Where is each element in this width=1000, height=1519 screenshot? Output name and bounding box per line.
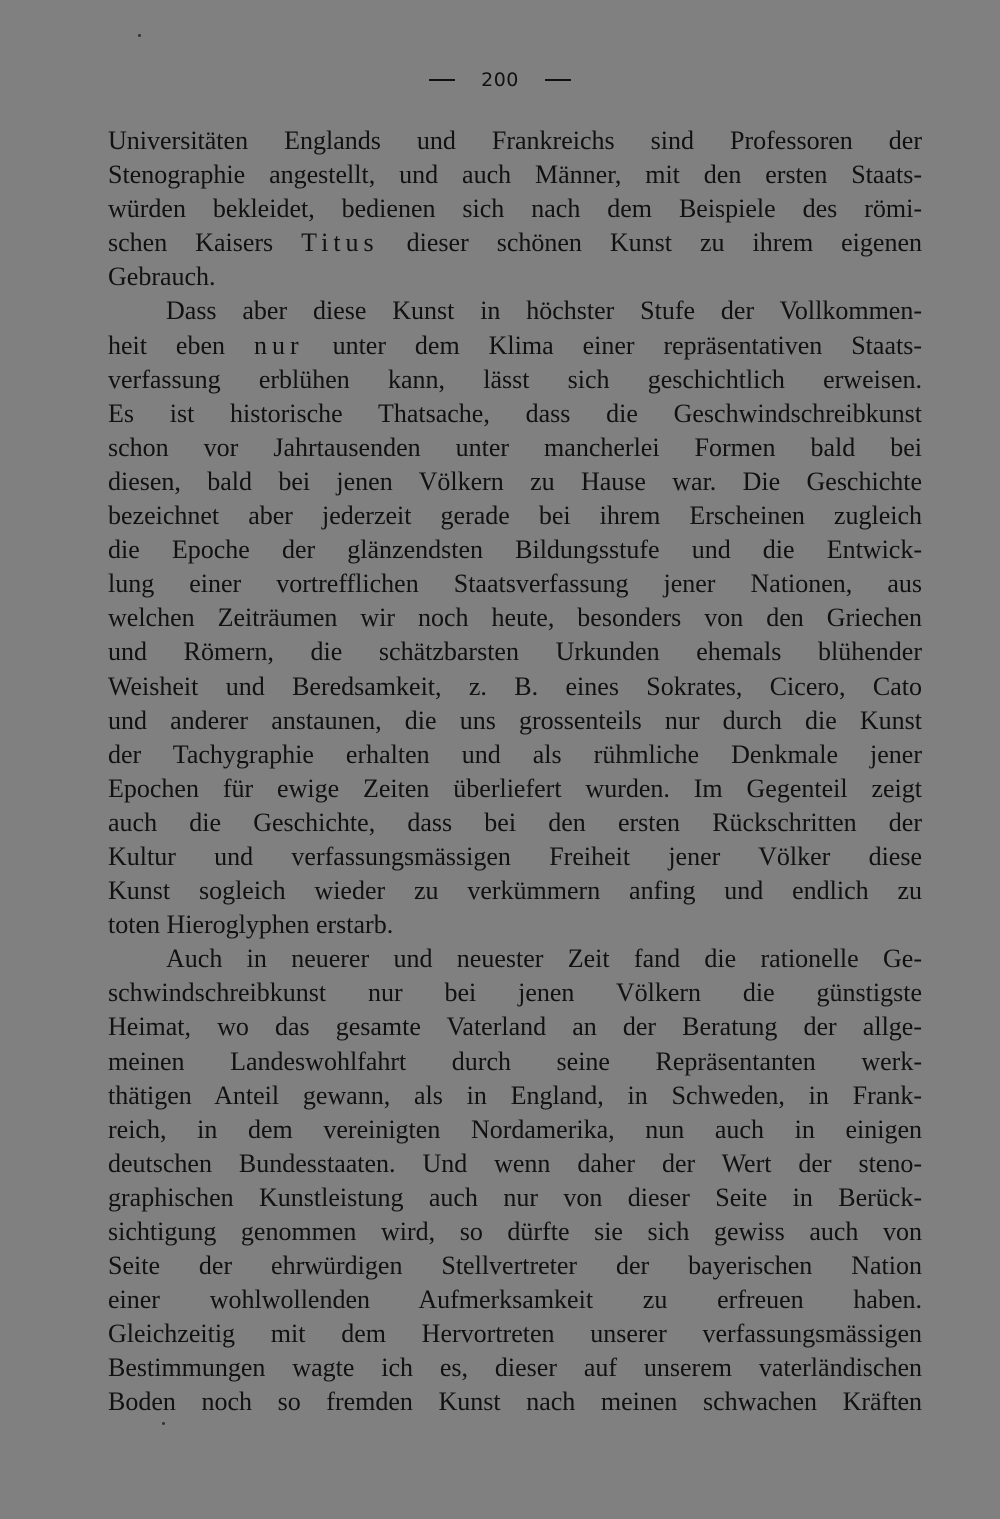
- text-line: Kunst sogleich wieder zu verkümmern anfing und endlich zu: [108, 876, 922, 906]
- scan-speck: [162, 1422, 165, 1425]
- body-text: [108, 124, 922, 1420]
- right-dash: [545, 79, 571, 81]
- text-run: heit eben: [108, 330, 254, 360]
- text-line: reich, in dem vereinigten Nordamerika, nun auch in einigen: [108, 1114, 922, 1144]
- text-line: deutschen Bundesstaaten. Und wenn daher der Wert der steno-: [108, 1148, 922, 1178]
- text-line: lung einer vortrefflichen Staatsverfassung jener Nationen, aus: [108, 569, 922, 599]
- text-line: schon vor Jahrtausenden unter mancherlei Formen bald bei: [108, 432, 922, 462]
- text-run: dieser schönen Kunst zu ihrem eigenen: [378, 228, 922, 258]
- text-line: Es ist historische Thatsache, dass die Geschwindschreibkunst: [108, 398, 922, 428]
- text-line: auch die Geschichte, dass bei den ersten Rückschritten der: [108, 807, 922, 837]
- text-line: Universitäten Englands und Frankreichs sind Professoren der: [108, 126, 922, 155]
- text-line: Seite der ehrwürdigen Stellvertreter der bayerischen Nation: [108, 1251, 922, 1281]
- page-header: [0, 64, 1000, 95]
- paragraph-1: [108, 124, 922, 294]
- text-line: und anderer anstaunen, die uns grossenteils nur durch die Kunst: [108, 705, 922, 735]
- text-line: die Epoche der glänzendsten Bildungsstufe und die Entwick-: [108, 535, 922, 565]
- text-line: Boden noch so fremden Kunst nach meinen schwachen Kräften: [108, 1387, 922, 1417]
- text-run: schen Kaisers: [108, 228, 302, 258]
- text-line: Gleichzeitig mit dem Hervortreten unserer verfassungsmässigen: [108, 1319, 922, 1349]
- text-line: Kultur und verfassungsmässigen Freiheit jener Völker diese: [108, 841, 922, 871]
- text-line: Heimat, wo das gesamte Vaterland an der Beratung der allge-: [108, 1012, 922, 1042]
- paragraph-3: [108, 942, 922, 1419]
- text-line: Auch in neuerer und neuester Zeit fand die rationelle Ge-: [166, 944, 922, 974]
- text-line: [108, 329, 922, 363]
- text-line: toten Hieroglyphen erstarb.: [108, 910, 394, 940]
- text-line: bezeichnet aber jederzeit gerade bei ihrem Erscheinen zugleich: [108, 501, 922, 531]
- text-line: verfassung erblühen kann, lässt sich geschichtlich erweisen.: [108, 364, 922, 394]
- left-dash: [429, 79, 455, 81]
- text-line: [108, 226, 922, 260]
- text-line: Bestimmungen wagte ich es, dieser auf unserem vaterländischen: [108, 1353, 922, 1383]
- spaced-emphasis: Titus: [301, 228, 379, 258]
- text-line: thätigen Anteil gewann, als in England, in Schweden, in Frank-: [108, 1080, 922, 1110]
- text-line: Gebrauch.: [108, 262, 216, 292]
- text-line: graphischen Kunstleistung auch nur von dieser Seite in Berück-: [108, 1182, 922, 1212]
- text-line: Stenographie angestellt, und auch Männer, mit den ersten Staats-: [108, 160, 922, 190]
- page-number: 200: [481, 68, 519, 91]
- text-run: unter dem Klima einer repräsentativen Staats-: [303, 330, 922, 360]
- text-line: einer wohlwollenden Aufmerksamkeit zu erfreuen haben.: [108, 1285, 922, 1315]
- text-line: Epochen für ewige Zeiten überliefert wurden. Im Gegenteil zeigt: [108, 773, 922, 803]
- text-line: der Tachygraphie erhalten und als rühmliche Denkmale jener: [108, 739, 922, 769]
- text-line: meinen Landeswohlfahrt durch seine Repräsentanten werk-: [108, 1046, 922, 1076]
- text-line: und Römern, die schätzbarsten Urkunden ehemals blühender: [108, 637, 922, 667]
- text-line: Dass aber diese Kunst in höchster Stufe der Vollkommen-: [166, 296, 922, 326]
- text-line: welchen Zeiträumen wir noch heute, besonders von den Griechen: [108, 603, 922, 633]
- text-line: schwindschreibkunst nur bei jenen Völkern die günstigste: [108, 978, 922, 1008]
- scan-speck: [138, 34, 141, 37]
- paragraph-2: [108, 294, 922, 942]
- text-line: diesen, bald bei jenen Völkern zu Hause war. Die Geschichte: [108, 466, 922, 496]
- spaced-emphasis: nur: [253, 330, 304, 360]
- text-line: Weisheit und Beredsamkeit, z. B. eines Sokrates, Cicero, Cato: [108, 671, 922, 701]
- text-line: sichtigung genommen wird, so dürfte sie sich gewiss auch von: [108, 1217, 922, 1246]
- text-line: würden bekleidet, bedienen sich nach dem Beispiele des römi-: [108, 194, 922, 224]
